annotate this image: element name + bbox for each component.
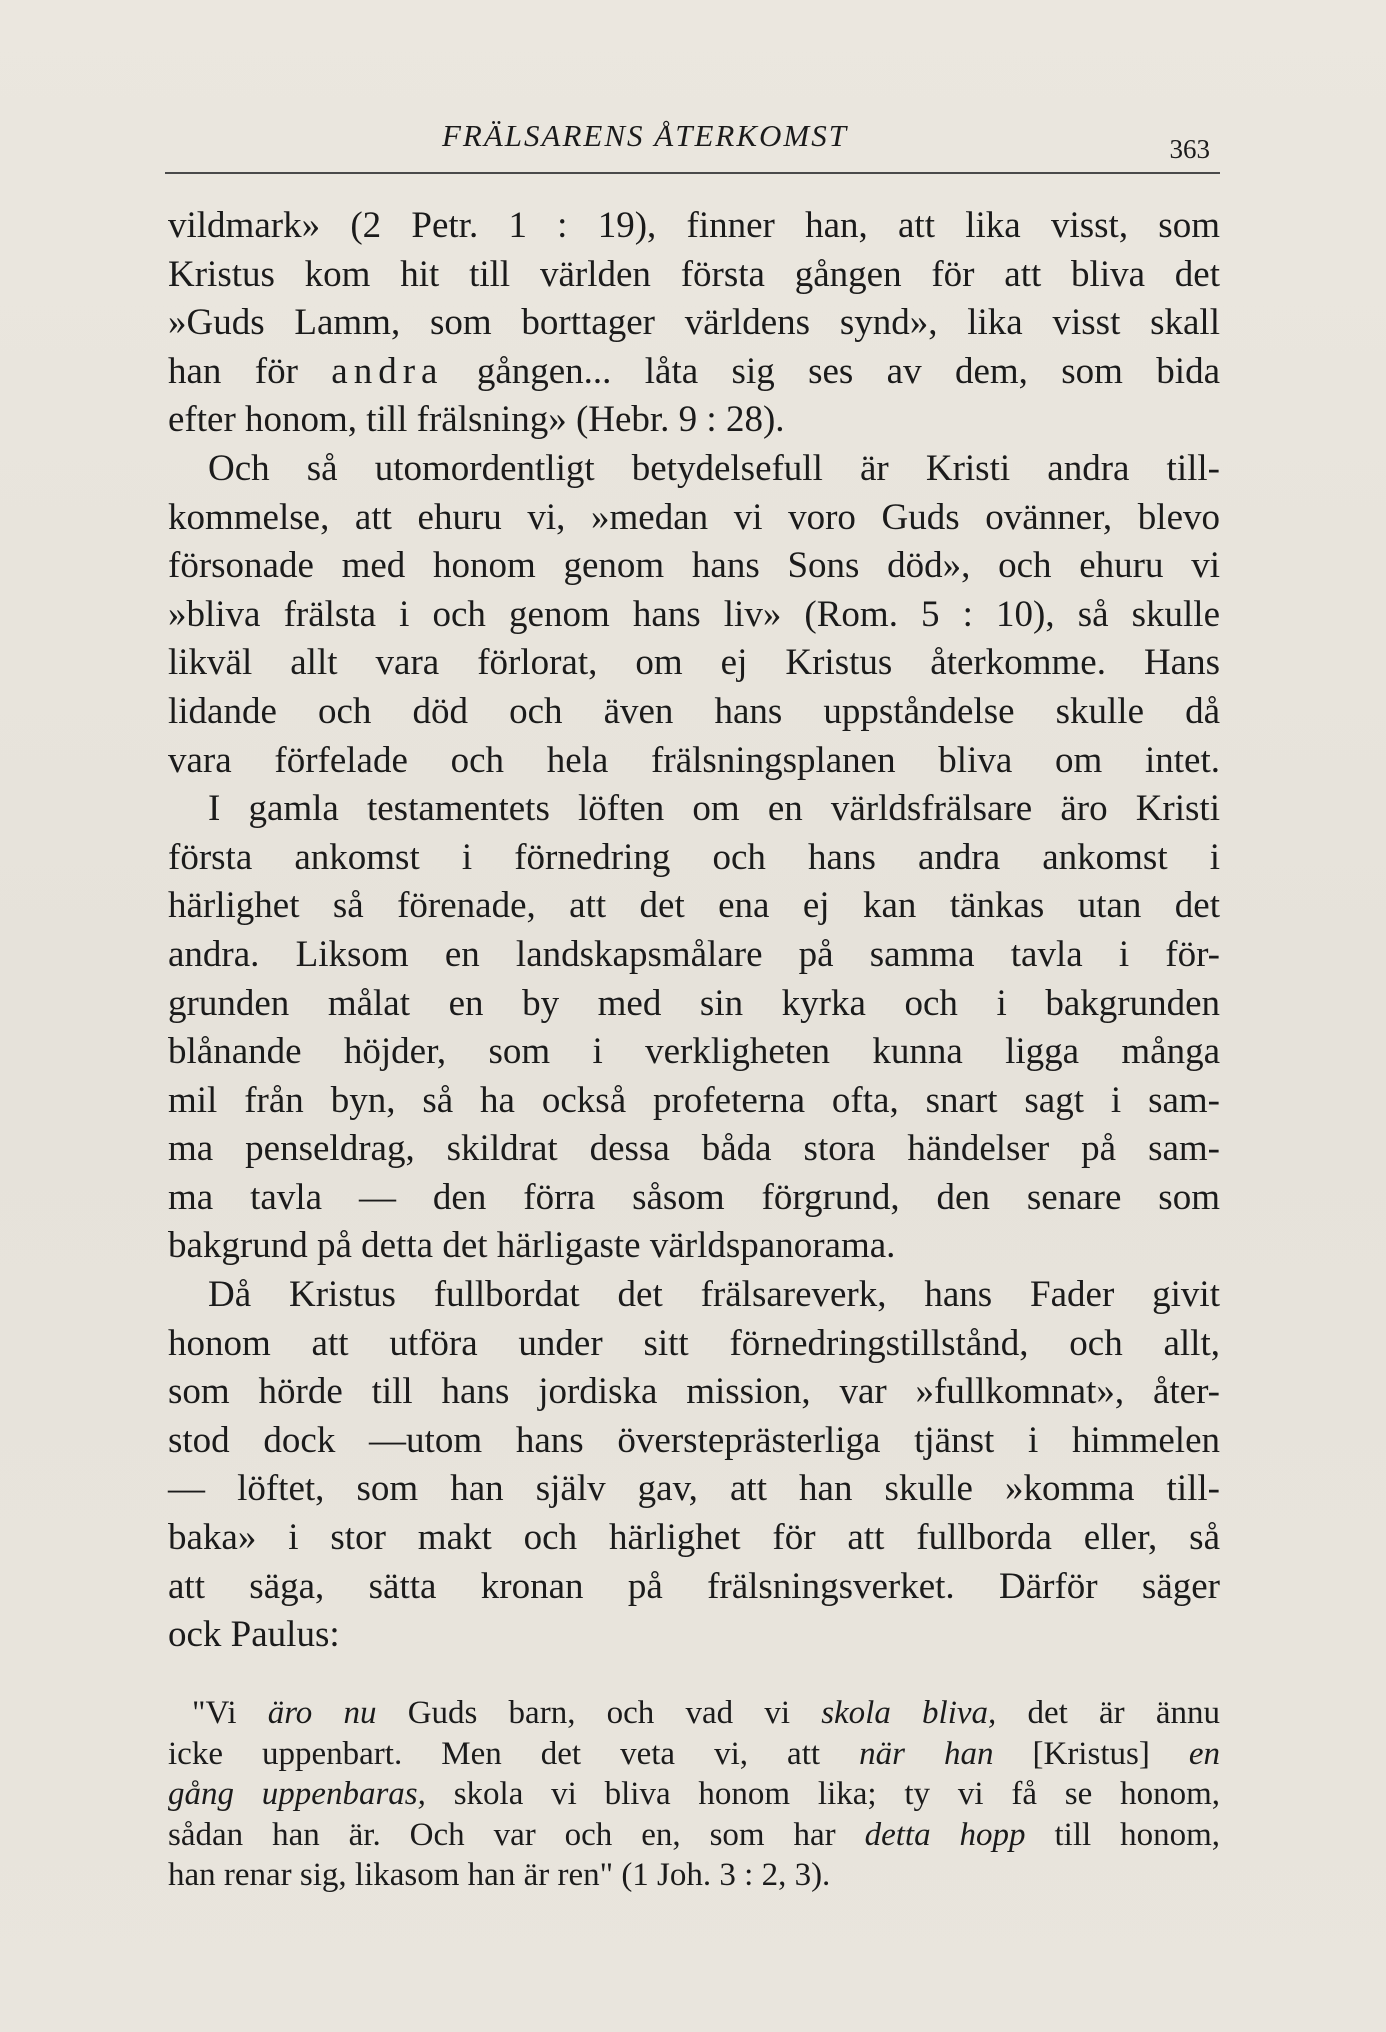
body-line: likväl allt vara förlorat, om ej Kristus återkomme. Hans — [168, 642, 1220, 684]
body-line: I gamla testamentets löften om en världsfrälsare äro Kristi — [208, 788, 1220, 830]
quote-text: [Kristus] — [993, 1735, 1189, 1772]
body-line: andra. Liksom en landskapsmålare på samma tavla i för- — [168, 933, 1220, 975]
body-line: — löftet, som han själv gav, att han skulle »komma till- — [168, 1468, 1220, 1510]
body-line: kommelse, att ehuru vi, »medan vi voro Guds ovänner, blevo — [168, 496, 1220, 538]
body-line: »Guds Lamm, som borttager världens synd», lika visst skall — [168, 302, 1220, 344]
quote-italic-text: skola bliva, — [821, 1695, 997, 1731]
quote-text: sådan han är. Och var och en, som har — [168, 1816, 865, 1853]
body-line: vildmark» (2 Petr. 1 : 19), finner han, att lika visst, som — [168, 205, 1220, 246]
body-line: blånande höjder, som i verkligheten kunna ligga många — [168, 1031, 1220, 1073]
quote-italic-text: äro nu — [267, 1695, 377, 1731]
quote-line — [168, 1774, 1220, 1815]
body-line: som hörde till hans jordiska mission, var »fullkomnat», åter- — [168, 1371, 1220, 1413]
body-line — [168, 348, 1220, 397]
body-line: vara förfelade och hela frälsningsplanen bliva om intet. — [168, 739, 1220, 781]
body-line: Och så utomordentligt betydelsefull är Kristi andra till- — [208, 447, 1220, 489]
body-line: att säga, sätta kronan på frälsningsverket. Därför säger — [168, 1565, 1220, 1607]
running-title: FRÄLSARENS ÅTERKOMST — [442, 118, 848, 153]
body-line: efter honom, till frälsning» (Hebr. 9 : 28). — [168, 399, 785, 441]
quote-text: till honom, — [1025, 1816, 1221, 1853]
quote-text: "Vi — [192, 1695, 268, 1731]
body-line: härlighet så förenade, att det ena ej kan tänkas utan det — [168, 885, 1220, 927]
quote-text: det är ännu — [996, 1695, 1220, 1731]
body-line: ock Paulus: — [168, 1614, 340, 1656]
body-line: ma penseldrag, skildrat dessa båda stora händelser på sam- — [168, 1128, 1220, 1170]
body-line: första ankomst i förnedring och hans andra ankomst i — [168, 836, 1220, 878]
quote-text: Guds barn, och vad vi — [376, 1695, 822, 1731]
quote-italic-text: detta hopp — [864, 1816, 1026, 1853]
body-line: mil från byn, så ha också profeterna ofta, snart sagt i sam- — [168, 1079, 1220, 1121]
page-number: 363 — [1169, 134, 1210, 164]
quote-text: skola vi bliva honom lika; ty vi få se honom, — [425, 1776, 1220, 1813]
body-line-part: gången... låta sig ses av dem, som bida — [443, 350, 1220, 392]
body-line: baka» i stor makt och härlighet för att fullborda eller, så — [168, 1517, 1220, 1559]
body-line: lidande och död och även hans uppståndelse skulle då — [168, 690, 1220, 732]
running-head — [170, 118, 1220, 178]
block-quote — [168, 1693, 1220, 1896]
body-line: bakgrund på detta det härligaste världspanorama. — [168, 1225, 896, 1267]
body-line: »bliva frälsta i och genom hans liv» (Rom. 5 : 10), så skulle — [168, 593, 1220, 635]
body-line: ma tavla — den förra såsom förgrund, den senare som — [168, 1176, 1220, 1218]
quote-line — [168, 1734, 1220, 1775]
quote-italic-text: gång uppenbaras, — [168, 1776, 426, 1813]
body-line-part: han för — [168, 350, 332, 392]
quote-text: icke uppenbart. Men det veta vi, att — [168, 1735, 860, 1772]
body-line: grunden målat en by med sin kyrka och i bakgrunden — [168, 982, 1220, 1024]
spaced-emphasis: andra — [331, 350, 444, 392]
body-line: Då Kristus fullbordat det frälsareverk, hans Fader givit — [208, 1274, 1220, 1316]
body-line: Kristus kom hit till världen första gången för att bliva det — [168, 253, 1220, 295]
body-text — [168, 202, 1220, 1660]
body-line: försonade med honom genom hans Sons död», och ehuru vi — [168, 545, 1220, 587]
header-rule — [165, 172, 1220, 174]
body-line: stod dock —utom hans översteprästerliga tjänst i himmelen — [168, 1419, 1220, 1461]
quote-line — [168, 1815, 1220, 1856]
quote-text: han renar sig, likasom han är ren" (1 Joh. 3 : 2, 3). — [168, 1857, 831, 1894]
quote-line — [168, 1693, 1220, 1734]
quote-italic-text: en — [1188, 1735, 1221, 1772]
quote-italic-text: när han — [859, 1735, 994, 1772]
body-line: honom att utföra under sitt förnedringstillstånd, och allt, — [168, 1322, 1220, 1364]
quote-line — [168, 1855, 1220, 1896]
